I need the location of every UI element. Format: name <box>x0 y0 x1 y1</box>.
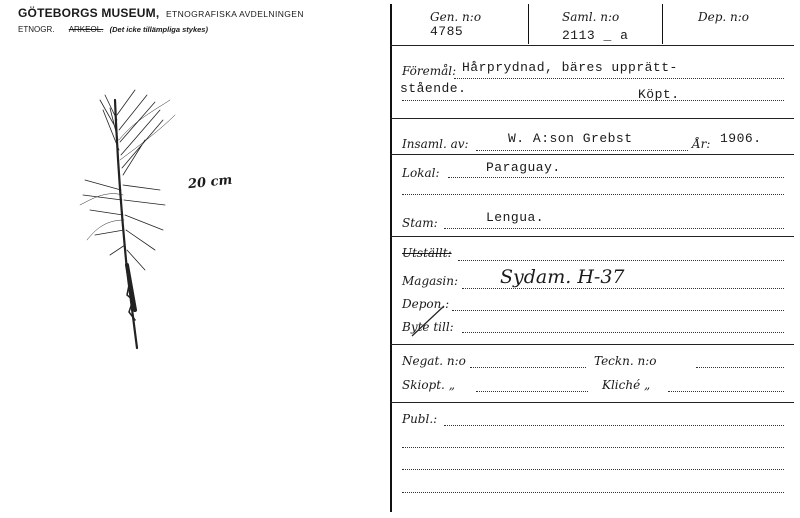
magasin-dots <box>462 288 784 289</box>
magasin-value: Sydam. H-37 <box>500 266 625 288</box>
byte-label: Byte till: <box>402 320 454 334</box>
scale-note: 20 cm <box>187 172 233 193</box>
foremal-dots-1 <box>454 78 784 79</box>
museum-name: GÖTEBORGS MUSEUM, <box>18 6 160 20</box>
gen-value: 4785 <box>430 24 464 39</box>
negat-dots <box>470 367 586 368</box>
lokal-label: Lokal: <box>402 166 440 180</box>
skiopt-rule <box>390 402 794 403</box>
insaml-rule <box>390 154 794 155</box>
magasin-label: Magasin: <box>402 274 459 288</box>
category-line <box>18 25 208 34</box>
insaml-value: W. A:son Grebst <box>508 131 633 146</box>
skiopt-dots <box>476 391 588 392</box>
stam-value: Lengua. <box>486 210 545 225</box>
publ-dots-4 <box>402 492 784 493</box>
foremal-kopt: Köpt. <box>638 87 680 102</box>
ar-value: 1906. <box>720 131 762 146</box>
depon-dots <box>452 310 784 311</box>
insaml-label: Insaml. av: <box>402 137 469 151</box>
drawing-sheet <box>0 0 388 518</box>
kliche-label: Kliché „ <box>602 378 651 392</box>
struck-category: ARKEOL. <box>68 25 104 34</box>
depon-label: Depon.: <box>402 297 450 311</box>
header-divider-2 <box>662 4 663 44</box>
hair-ornament-drawing <box>75 80 185 350</box>
stam-rule <box>390 236 794 237</box>
byte-dots <box>462 332 784 333</box>
foremal-dots-2 <box>402 100 784 101</box>
header-divider-1 <box>528 4 529 44</box>
skiopt-label: Skiopt. „ <box>402 378 455 392</box>
negat-label: Negat. n:o <box>402 354 466 368</box>
publ-label: Publ.: <box>402 412 438 426</box>
publ-dots-2 <box>402 447 784 448</box>
publ-dots-3 <box>402 469 784 470</box>
publ-dots-1 <box>444 425 784 426</box>
lokal-value: Paraguay. <box>486 160 561 175</box>
foremal-label: Föremål: <box>402 64 457 78</box>
category-label: ETNOGR. <box>18 25 55 34</box>
teckn-dots <box>696 367 784 368</box>
department-name: ETNOGRAFISKA AVDELNINGEN <box>165 9 304 19</box>
foremal-line1: Hårprydnad, bäres upprätt- <box>462 60 678 75</box>
byte-rule <box>390 344 794 345</box>
saml-value: 2113 _ a <box>562 28 629 43</box>
gen-label: Gen. n:o <box>430 10 482 24</box>
insaml-dots <box>476 150 688 151</box>
kliche-dots <box>668 391 784 392</box>
ar-label: År: <box>692 137 711 151</box>
foremal-rule <box>390 118 794 119</box>
dep-label: Dep. n:o <box>698 10 750 24</box>
saml-label: Saml. n:o <box>562 10 620 24</box>
lokal-dots-1 <box>448 177 784 178</box>
pencil-mark <box>408 302 448 338</box>
foremal-line2: stående. <box>400 81 467 96</box>
header-rule <box>390 45 794 46</box>
utstallt-dots <box>458 260 784 261</box>
teckn-label: Teckn. n:o <box>594 354 657 368</box>
catalog-card <box>390 4 794 512</box>
stam-dots <box>444 228 784 229</box>
museum-header <box>18 6 304 20</box>
lokal-dots-2 <box>402 194 784 195</box>
stam-label: Stam: <box>402 216 438 230</box>
card-left-border <box>390 4 392 512</box>
strike-note: (Det icke tillämpliga stykes) <box>109 25 208 34</box>
utstallt-label: Utställt: <box>402 246 452 260</box>
